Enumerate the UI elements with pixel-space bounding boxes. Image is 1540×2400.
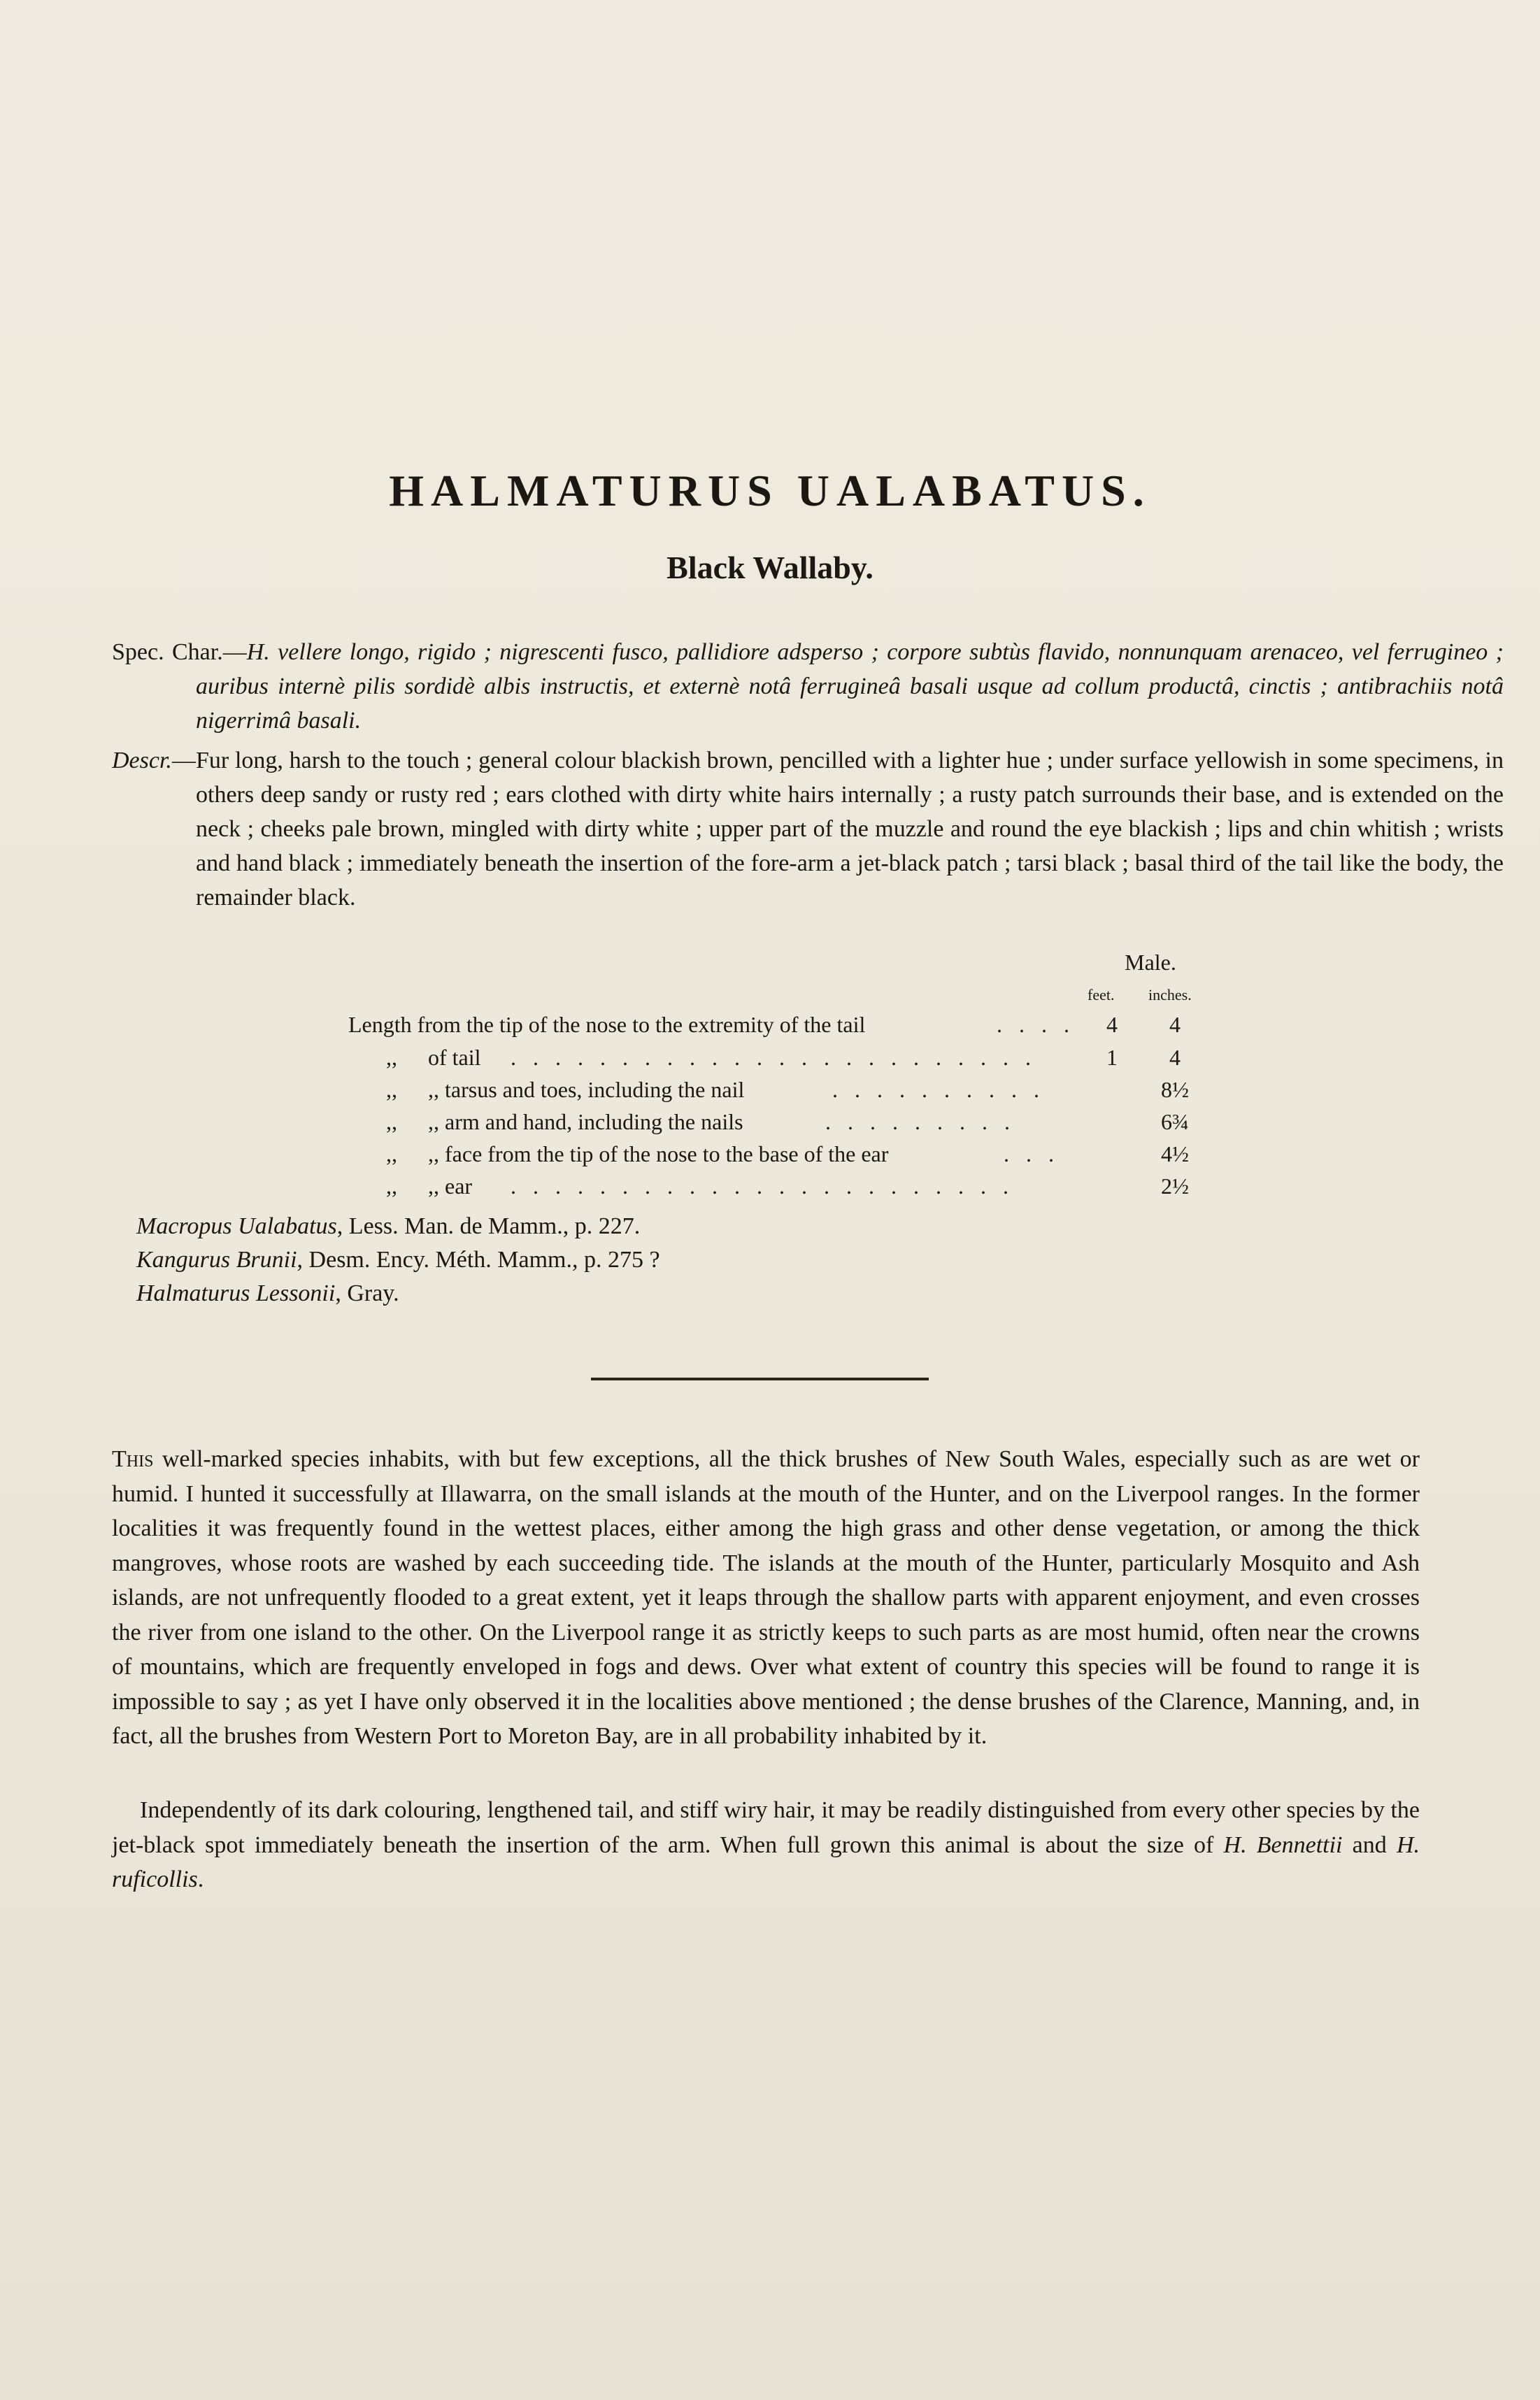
measurement-row <box>343 1106 1217 1137</box>
measurement-feet: 1 <box>1106 1045 1118 1070</box>
ditto-mark: ,, <box>386 1077 397 1102</box>
synonym-name: Kangurus Brunii <box>136 1247 297 1273</box>
leader-dots: . . . . . . . . . . <box>832 1077 1045 1102</box>
synonym-reference: , Desm. Ency. Méth. Mamm., p. 275 ? <box>297 1247 660 1273</box>
inches-column-header: inches. <box>1148 986 1192 1003</box>
description <box>112 743 1504 915</box>
synonym-entry <box>136 1243 660 1277</box>
measurement-label: ,, tarsus and toes, including the nail <box>428 1077 745 1102</box>
measurement-label: ,, ear <box>428 1173 473 1199</box>
measurement-inches: 4½ <box>1161 1141 1189 1166</box>
ditto-mark: ,, <box>386 1173 397 1199</box>
synonym-entry <box>136 1277 399 1310</box>
body-paragraph <box>112 1793 1420 1897</box>
measurement-label: ,, face from the tip of the nose to the base of the ear <box>428 1141 889 1166</box>
measurement-inches: 8½ <box>1161 1077 1189 1102</box>
body-paragraph <box>112 1442 1420 1754</box>
measurement-row <box>343 1138 1217 1169</box>
ditto-mark: ,, <box>386 1141 397 1166</box>
leader-dots: . . . . . . . . . . . . . . . . . . . . . . . . <box>511 1045 1036 1070</box>
measurement-inches: 4 <box>1169 1012 1181 1037</box>
paragraph-lead-word: This <box>112 1446 154 1472</box>
common-name-subtitle: Black Wallaby. <box>666 550 874 585</box>
measurement-row <box>343 1009 1217 1040</box>
synonym-name: Macropus Ualabatus <box>136 1213 337 1239</box>
leader-dots: . . . . <box>997 1012 1075 1037</box>
ditto-mark: ,, <box>386 1045 397 1070</box>
paragraph-text: Independently of its dark colouring, lengthened tail, and stiff wiry hair, it may be readily distinguished from every other species by the jet-black spot immediately beneath the insertion of the arm. When full grown this animal is about the size of <box>112 1797 1420 1858</box>
section-divider <box>591 1378 929 1380</box>
leader-dots: . . . <box>1004 1141 1060 1166</box>
measurement-inches: 6¾ <box>1161 1109 1189 1134</box>
spec-char-text: H. vellere longo, rigido ; nigrescenti fusco, pallidiore adsperso ; corpore subtùs flavido, nonnunquam arenaceo, vel ferrugineo ; auribus internè pilis sordidè albis instructis, et externè notâ ferrugineâ basali usque ad collum productâ, cinctis ; antibrachiis notâ nigerrimâ basali. <box>196 639 1504 734</box>
leader-dots: . . . . . . . . . . . . . . . . . . . . . . . <box>511 1173 1014 1199</box>
species-name: H. Bennettii <box>1223 1831 1343 1858</box>
species-name: H. ruficollis <box>112 1831 1420 1892</box>
spec-char-label: Spec. Char.— <box>112 639 247 665</box>
measurement-row <box>343 1074 1217 1105</box>
specific-characters <box>112 635 1504 738</box>
ditto-mark: ,, <box>386 1109 397 1134</box>
synonym-reference: , Gray. <box>335 1280 399 1306</box>
paragraph-text: . <box>197 1866 204 1892</box>
measurement-row <box>343 1042 1217 1073</box>
descr-label: Descr. <box>112 748 172 773</box>
synonym-entry <box>136 1210 640 1243</box>
synonym-name: Halmaturus Lessonii <box>136 1280 336 1306</box>
paragraph-text: well-marked species inhabits, with but few exceptions, all the thick brushes of New South Wales, especially such as are wet or humid. I hunted it successfully at Illawarra, on the small islands at the mouth of the Hunter, and on the Liverpool ranges. In the former localities it was frequently found in the wettest places, either among the high grass and other dense vegetation, or among the thick mangroves, whose roots are washed by each succeeding tide. The islands at the mouth of the Hunter, particularly Mosquito and Ash islands, are not unfrequently flooded to a great extent, yet it leaps through the shallow parts with apparent enjoyment, and even crosses the river from one island to the other. On the Liverpool range it as strictly keeps to such parts as are most humid, often near the crowns of mountains, which are frequently enveloped in fogs and dews. Over what extent of country this species will be found to range it is impossible to say ; as yet I have only observed it in the localities above mentioned ; the dense brushes of the Clarence, Manning, and, in fact, all the brushes from Western Port to Moreton Bay, are in all probability inhabited by it. <box>112 1446 1420 1749</box>
leader-dots: . . . . . . . . . <box>825 1109 1015 1134</box>
measurement-label: ,, arm and hand, including the nails <box>428 1109 743 1134</box>
descr-text: —Fur long, harsh to the touch ; general colour blackish brown, pencilled with a lighter hue ; under surface yellowish in some specimens, in others deep sandy or rusty red ; ears clothed with dirty white hairs internally ; a rusty patch surrounds their base, and is extended on the neck ; cheeks pale brown, mingled with dirty white ; upper part of the muzzle and round the eye blackish ; lips and chin whitish ; wrists and hand black ; immediately beneath the insertion of the fore-arm a jet-black patch ; tarsi black ; basal third of the tail like the body, the remainder black. <box>171 748 1504 910</box>
paragraph-text: and <box>1342 1831 1397 1858</box>
measurement-inches: 4 <box>1169 1045 1181 1070</box>
measurement-sex-header: Male. <box>1125 950 1176 975</box>
synonym-reference: , Less. Man. de Mamm., p. 227. <box>336 1213 641 1239</box>
measurement-inches: 2½ <box>1161 1173 1189 1199</box>
measurement-label: of tail <box>428 1045 481 1070</box>
measurement-row <box>343 1171 1217 1201</box>
page-title: HALMATURUS UALABATUS. <box>389 466 1151 515</box>
measurement-label: Length from the tip of the nose to the extremity of the tail <box>348 1012 866 1037</box>
feet-column-header: feet. <box>1088 986 1115 1003</box>
measurement-feet: 4 <box>1106 1012 1118 1037</box>
